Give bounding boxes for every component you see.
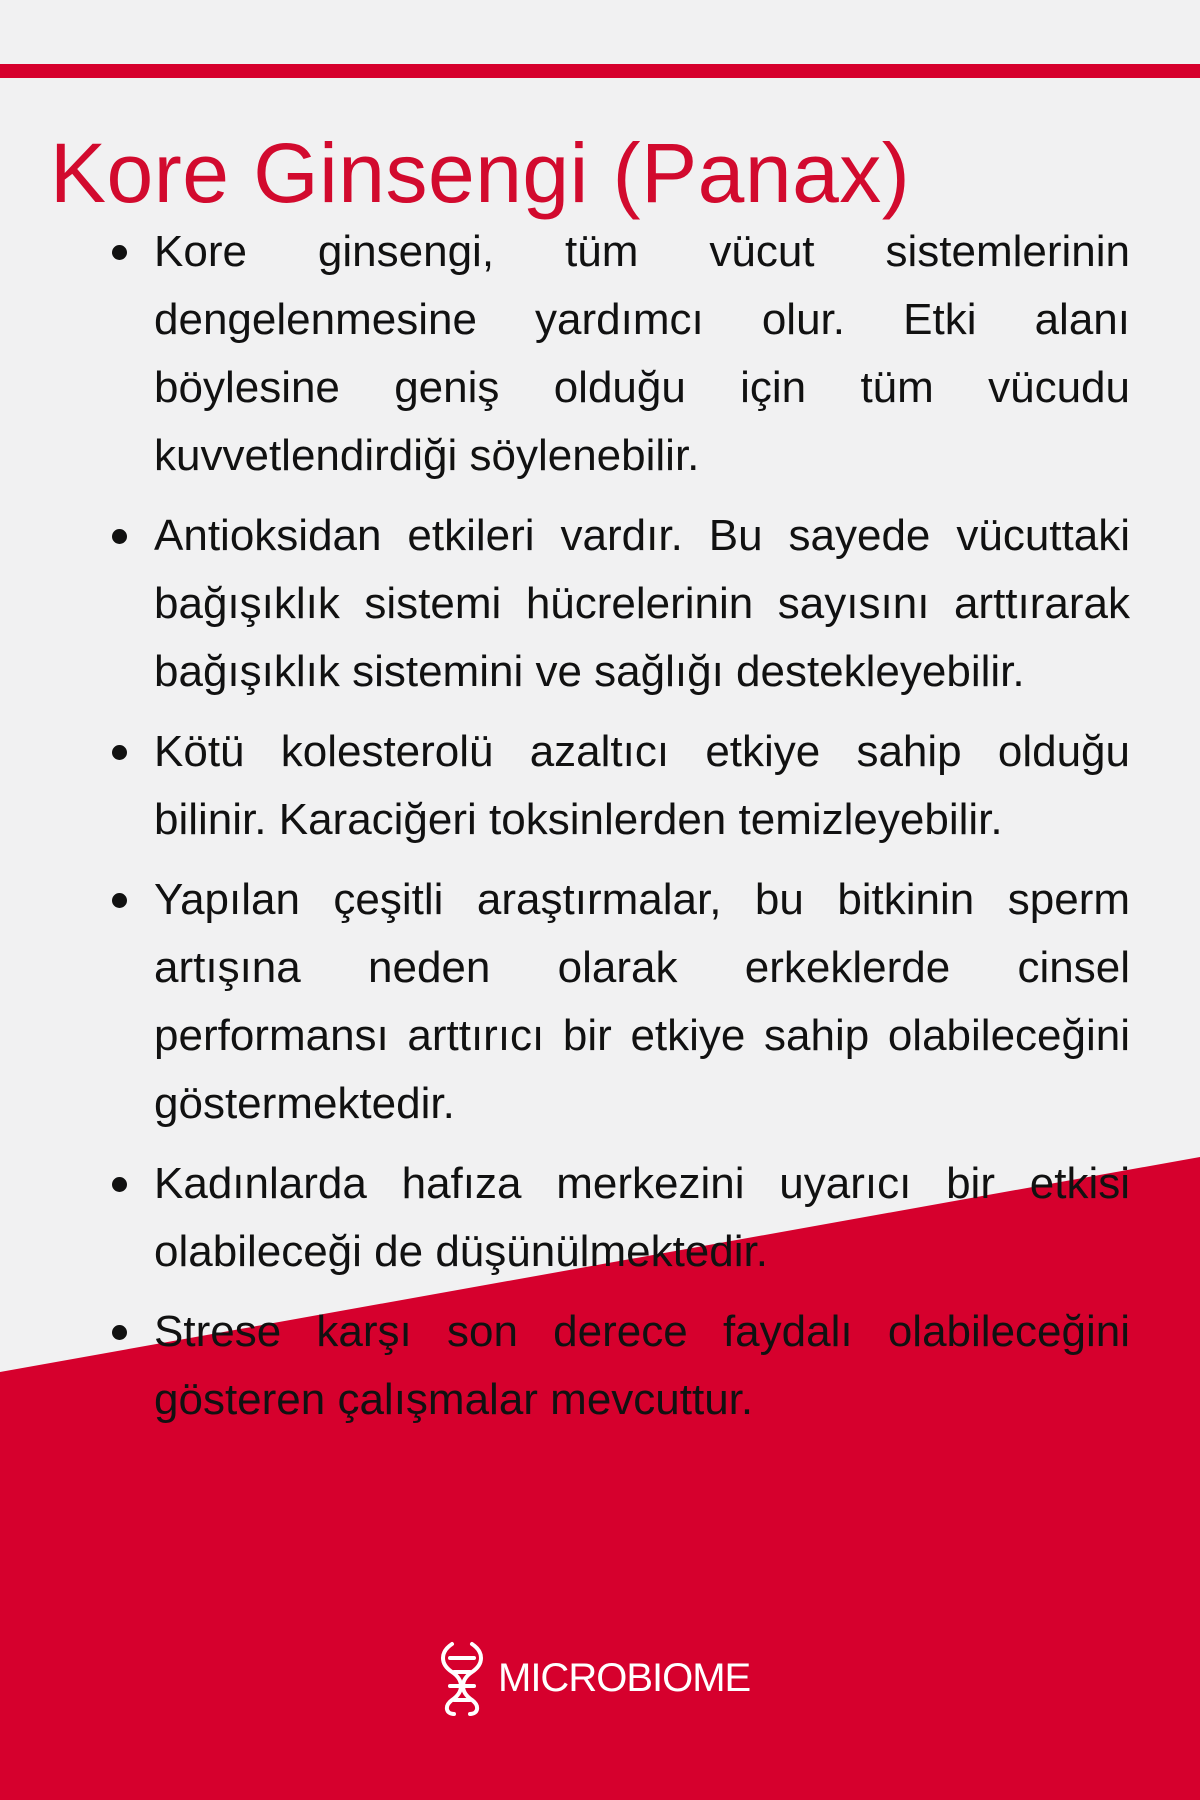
list-item bbox=[108, 866, 1130, 1138]
benefits-list bbox=[108, 218, 1130, 1434]
brand-name: MICROBIOME bbox=[498, 1656, 751, 1700]
list-item bbox=[108, 218, 1130, 490]
bullet-dot-icon bbox=[112, 893, 127, 908]
bullet-dot-icon bbox=[112, 1177, 127, 1192]
brand-logo bbox=[436, 1638, 750, 1718]
list-item bbox=[108, 1150, 1130, 1286]
bullet-dot-icon bbox=[112, 245, 127, 260]
list-item bbox=[108, 718, 1130, 854]
list-item bbox=[108, 1298, 1130, 1434]
bullet-dot-icon bbox=[112, 529, 127, 544]
bullet-dot-icon bbox=[112, 1325, 127, 1340]
list-item-text: Yapılan çeşitli araştırmalar, bu bitkinin sperm artışına neden olarak erkeklerde cinsel performansı arttırıcı bir etkiye sahip olabileceğini göstermektedir. bbox=[154, 875, 1130, 1128]
page-title: Kore Ginsengi (Panax) bbox=[50, 126, 911, 220]
list-item-text: Kore ginsengi, tüm vücut sistemlerinin dengelenmesine yardımcı olur. Etki alanı böylesine geniş olduğu için tüm vücudu kuvvetlendirdiği söylenebilir. bbox=[154, 227, 1130, 480]
list-item-text: Strese karşı son derece faydalı olabileceğini gösteren çalışmalar mevcuttur. bbox=[154, 1307, 1130, 1424]
list-item-text: Antioksidan etkileri vardır. Bu sayede vücuttaki bağışıklık sistemi hücrelerinin sayısını arttırarak bağışıklık sistemini ve sağlığı destekleyebilir. bbox=[154, 511, 1130, 696]
top-accent-bar bbox=[0, 64, 1200, 78]
microbiome-logo-icon bbox=[436, 1638, 488, 1718]
list-item-text: Kötü kolesterolü azaltıcı etkiye sahip olduğu bilinir. Karaciğeri toksinlerden temizleyebilir. bbox=[154, 727, 1130, 844]
list-item bbox=[108, 502, 1130, 706]
bullet-dot-icon bbox=[112, 745, 127, 760]
list-item-text: Kadınlarda hafıza merkezini uyarıcı bir etkisi olabileceği de düşünülmektedir. bbox=[154, 1159, 1130, 1276]
